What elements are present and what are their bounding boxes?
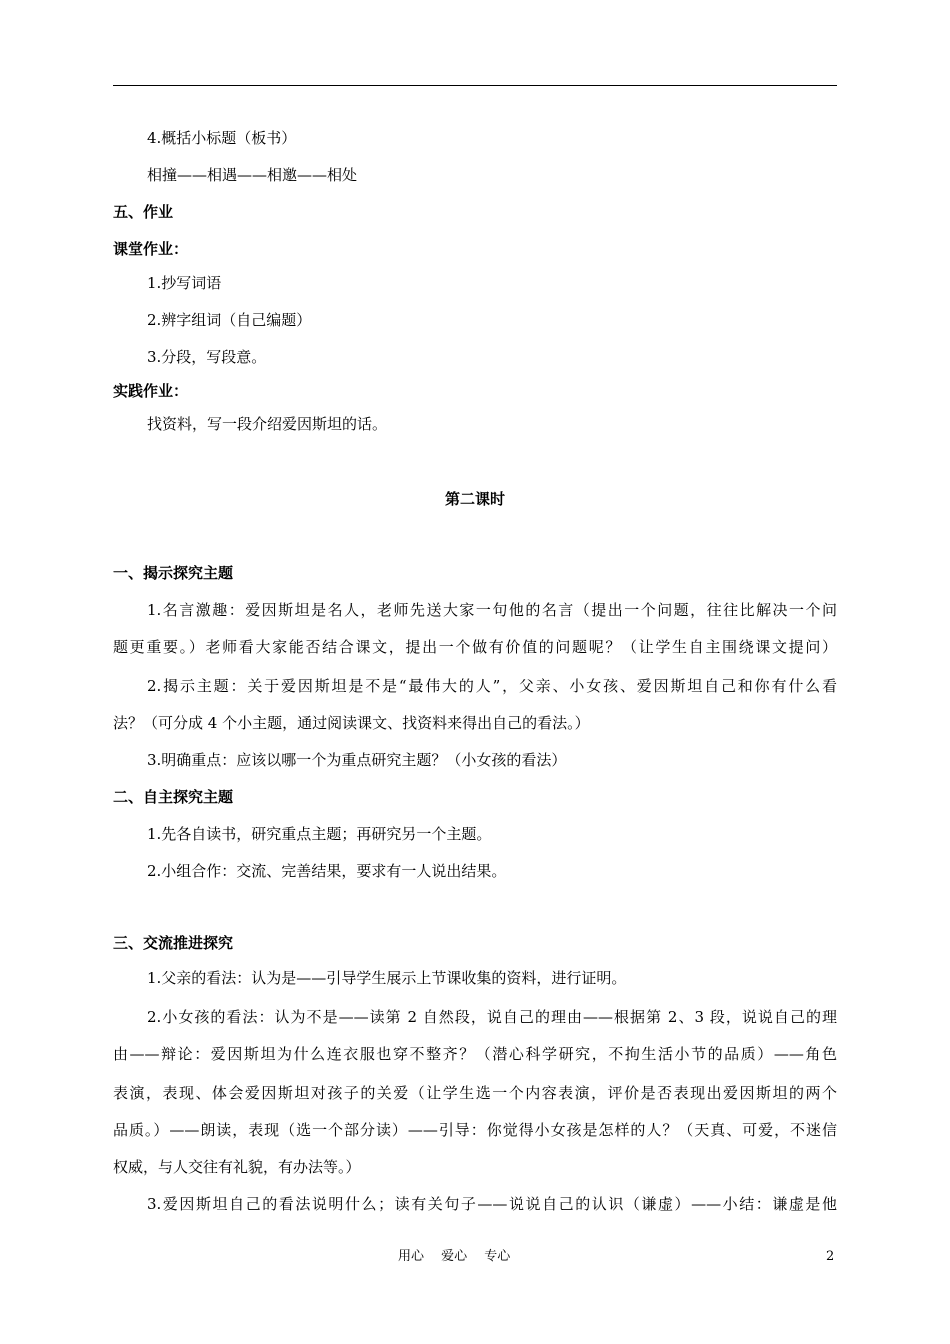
text-line: 3.爱因斯坦自己的看法说明什么；读有关句子——说说自己的认识（谦虚）——小结：谦虚是他 — [147, 1195, 837, 1213]
section-heading: 二、自主探究主题 — [113, 788, 234, 806]
text-line: 权威，与人交往有礼貌，有办法等。） — [113, 1158, 361, 1176]
text-line: 由——辩论：爱因斯坦为什么连衣服也穿不整齐？（潜心科学研究，不拘生活小节的品质）——角色 — [113, 1045, 837, 1063]
footer-motto: 用心 爱心 专心 — [398, 1249, 511, 1264]
text-line: 法？（可分成 4 个小主题，通过阅读课文、找资料来得出自己的看法。） — [113, 714, 590, 732]
section-heading: 三、交流推进探究 — [113, 934, 234, 952]
text-line: 找资料，写一段介绍爱因斯坦的话。 — [147, 415, 388, 433]
text-line: 1.父亲的看法：认为是——引导学生展示上节课收集的资料，进行证明。 — [147, 969, 627, 987]
text-line: 表演，表现、体会爱因斯坦对孩子的关爱（让学生选一个内容表演，评价是否表现出爱因斯坦的两个 — [113, 1084, 837, 1102]
text-line: 2.辨字组词（自己编题） — [147, 311, 312, 329]
text-line: 2.小组合作：交流、完善结果，要求有一人说出结果。 — [147, 862, 507, 880]
section-heading: 一、揭示探究主题 — [113, 564, 234, 582]
header-rule — [113, 85, 837, 86]
text-line: 1.先各自读书，研究重点主题；再研究另一个主题。 — [147, 825, 492, 843]
text-line: 题更重要。）老师看大家能否结合课文，提出一个做有价值的问题呢？（让学生自主围绕课文提问） — [113, 638, 837, 656]
text-line: 相撞——相遇——相邀——相处 — [147, 166, 358, 184]
section-heading: 五、作业 — [113, 203, 174, 221]
text-line: 1.名言激趣：爱因斯坦是名人，老师先送大家一句他的名言（提出一个问题，往往比解决一个问 — [147, 601, 837, 619]
subsection-heading: 课堂作业： — [113, 240, 189, 258]
text-line: 2.小女孩的看法：认为不是——读第 2 自然段，说自己的理由——根据第 2、3 段，说说自己的理 — [147, 1008, 837, 1026]
lesson-title: 第二课时 — [444, 490, 505, 508]
text-line: 1.抄写词语 — [147, 274, 222, 292]
text-line: 2.揭示主题：关于爱因斯坦是不是“最伟大的人”，父亲、小女孩、爱因斯坦自己和你有什么看 — [147, 677, 837, 695]
text-line: 3.明确重点：应该以哪一个为重点研究主题？（小女孩的看法） — [147, 751, 567, 769]
text-line: 3.分段，写段意。 — [147, 348, 267, 366]
text-line: 品质。）——朗读，表现（选一个部分读）——引导：你觉得小女孩是怎样的人？（天真、可爱，不迷信 — [113, 1121, 837, 1139]
page-number: 2 — [826, 1249, 835, 1264]
subsection-heading: 实践作业： — [113, 382, 189, 400]
text-line: 4.概括小标题（板书） — [147, 129, 297, 147]
